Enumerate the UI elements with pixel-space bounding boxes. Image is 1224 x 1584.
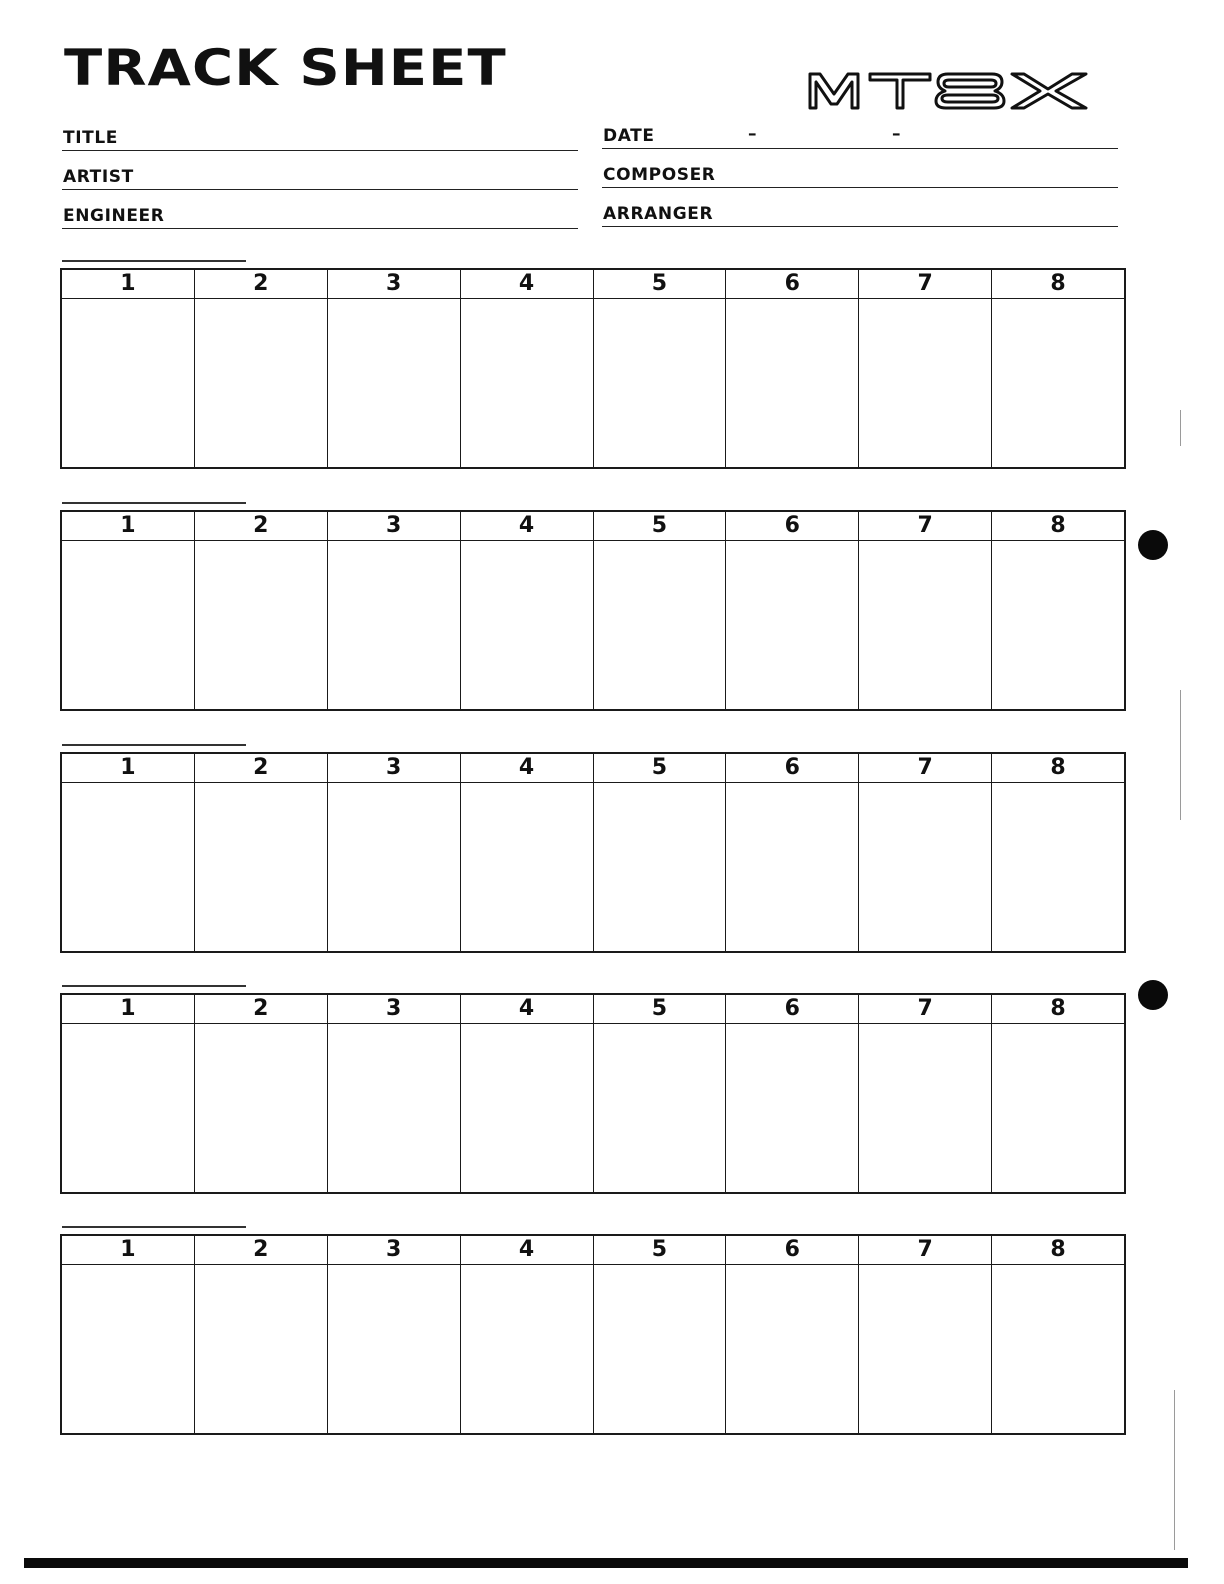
track-notes-cell[interactable] — [195, 1265, 327, 1433]
section-name-line[interactable] — [62, 1226, 246, 1228]
track-column — [194, 995, 327, 1192]
track-number: 6 — [726, 754, 858, 783]
track-number: 5 — [594, 754, 726, 783]
title-label: TITLE — [63, 128, 118, 148]
scan-edge-mark — [1180, 410, 1181, 446]
track-column — [327, 995, 460, 1192]
track-number: 3 — [328, 995, 460, 1024]
track-notes-cell[interactable] — [62, 299, 194, 467]
track-notes-cell[interactable] — [726, 1265, 858, 1433]
track-number: 1 — [62, 512, 194, 541]
engineer-field[interactable] — [62, 192, 578, 229]
track-column — [593, 754, 726, 951]
track-column — [725, 754, 858, 951]
section-name-line[interactable] — [62, 985, 246, 987]
track-table — [60, 752, 1126, 953]
track-notes-cell[interactable] — [328, 299, 460, 467]
track-column — [725, 1236, 858, 1433]
track-notes-cell[interactable] — [195, 1024, 327, 1192]
track-column — [62, 995, 194, 1192]
track-column — [460, 754, 593, 951]
track-table — [60, 993, 1126, 1194]
track-number: 3 — [328, 270, 460, 299]
track-number: 3 — [328, 512, 460, 541]
track-column — [460, 512, 593, 709]
track-notes-cell[interactable] — [62, 1024, 194, 1192]
track-notes-cell[interactable] — [992, 1265, 1124, 1433]
track-notes-cell[interactable] — [461, 1024, 593, 1192]
track-number: 2 — [195, 995, 327, 1024]
artist-label: ARTIST — [63, 167, 134, 187]
track-notes-cell[interactable] — [195, 541, 327, 709]
track-column — [858, 995, 991, 1192]
track-column — [858, 754, 991, 951]
track-number: 4 — [461, 1236, 593, 1265]
track-notes-cell[interactable] — [195, 783, 327, 951]
track-number: 7 — [859, 995, 991, 1024]
track-table — [60, 510, 1126, 711]
track-notes-cell[interactable] — [328, 1265, 460, 1433]
track-column — [725, 512, 858, 709]
track-notes-cell[interactable] — [859, 1265, 991, 1433]
track-notes-cell[interactable] — [62, 541, 194, 709]
track-notes-cell[interactable] — [195, 299, 327, 467]
track-number: 8 — [992, 512, 1124, 541]
track-column — [62, 512, 194, 709]
section-name-line[interactable] — [62, 260, 246, 262]
track-notes-cell[interactable] — [461, 1265, 593, 1433]
track-column — [858, 1236, 991, 1433]
track-number: 5 — [594, 270, 726, 299]
track-number: 2 — [195, 512, 327, 541]
track-number: 8 — [992, 754, 1124, 783]
track-column — [327, 1236, 460, 1433]
track-column — [194, 1236, 327, 1433]
track-number: 1 — [62, 754, 194, 783]
track-column — [991, 270, 1124, 467]
track-notes-cell[interactable] — [62, 783, 194, 951]
track-number: 6 — [726, 270, 858, 299]
track-number: 7 — [859, 512, 991, 541]
track-notes-cell[interactable] — [859, 541, 991, 709]
track-column — [460, 995, 593, 1192]
track-column — [194, 512, 327, 709]
track-notes-cell[interactable] — [594, 299, 726, 467]
track-notes-cell[interactable] — [859, 1024, 991, 1192]
track-notes-cell[interactable] — [328, 1024, 460, 1192]
track-number: 4 — [461, 754, 593, 783]
bottom-border-bar — [24, 1558, 1188, 1568]
track-number: 1 — [62, 1236, 194, 1265]
track-column — [327, 270, 460, 467]
track-notes-cell[interactable] — [461, 541, 593, 709]
track-number: 5 — [594, 512, 726, 541]
track-column — [62, 270, 194, 467]
track-column — [460, 1236, 593, 1433]
track-notes-cell[interactable] — [594, 541, 726, 709]
track-number: 4 — [461, 512, 593, 541]
track-column — [593, 1236, 726, 1433]
track-column — [991, 1236, 1124, 1433]
track-number: 3 — [328, 754, 460, 783]
track-table — [60, 1234, 1126, 1435]
track-notes-cell[interactable] — [328, 783, 460, 951]
track-column — [858, 512, 991, 709]
punch-hole — [1138, 980, 1168, 1010]
track-number: 1 — [62, 270, 194, 299]
track-table — [60, 268, 1126, 469]
track-notes-cell[interactable] — [594, 783, 726, 951]
track-column — [991, 995, 1124, 1192]
track-notes-cell[interactable] — [992, 541, 1124, 709]
track-column — [593, 270, 726, 467]
composer-label: COMPOSER — [603, 165, 716, 185]
track-number: 7 — [859, 754, 991, 783]
scan-edge-mark — [1174, 1390, 1175, 1550]
track-column — [593, 995, 726, 1192]
track-notes-cell[interactable] — [726, 1024, 858, 1192]
track-column — [62, 1236, 194, 1433]
track-number: 1 — [62, 995, 194, 1024]
track-notes-cell[interactable] — [992, 299, 1124, 467]
track-column — [593, 512, 726, 709]
track-notes-cell[interactable] — [328, 541, 460, 709]
track-notes-cell[interactable] — [726, 541, 858, 709]
track-notes-cell[interactable] — [726, 299, 858, 467]
composer-field[interactable] — [602, 151, 1118, 188]
track-column — [327, 512, 460, 709]
track-number: 6 — [726, 512, 858, 541]
track-column — [725, 995, 858, 1192]
track-number: 5 — [594, 995, 726, 1024]
track-number: 8 — [992, 995, 1124, 1024]
track-column — [991, 754, 1124, 951]
punch-hole — [1138, 530, 1168, 560]
track-number: 6 — [726, 995, 858, 1024]
track-number: 6 — [726, 1236, 858, 1265]
date-separator-1: – — [748, 124, 757, 144]
scan-edge-mark — [1180, 690, 1181, 820]
track-number: 2 — [195, 754, 327, 783]
track-number: 3 — [328, 1236, 460, 1265]
track-number: 4 — [461, 270, 593, 299]
section-name-line[interactable] — [62, 502, 246, 504]
arranger-label: ARRANGER — [603, 204, 714, 224]
engineer-label: ENGINEER — [63, 206, 165, 226]
date-field[interactable] — [602, 112, 1118, 149]
track-column — [327, 754, 460, 951]
track-column — [62, 754, 194, 951]
track-column — [858, 270, 991, 467]
arranger-field[interactable] — [602, 190, 1118, 227]
artist-field[interactable] — [62, 153, 578, 190]
track-notes-cell[interactable] — [62, 1265, 194, 1433]
track-number: 2 — [195, 270, 327, 299]
track-number: 7 — [859, 1236, 991, 1265]
track-notes-cell[interactable] — [992, 783, 1124, 951]
track-number: 7 — [859, 270, 991, 299]
track-number: 4 — [461, 995, 593, 1024]
track-notes-cell[interactable] — [859, 299, 991, 467]
track-column — [725, 270, 858, 467]
track-number: 8 — [992, 1236, 1124, 1265]
track-column — [460, 270, 593, 467]
page-title: TRACK SHEET — [64, 39, 507, 97]
track-notes-cell[interactable] — [461, 783, 593, 951]
track-number: 5 — [594, 1236, 726, 1265]
track-notes-cell[interactable] — [594, 1024, 726, 1192]
track-notes-cell[interactable] — [726, 783, 858, 951]
track-notes-cell[interactable] — [859, 783, 991, 951]
track-column — [194, 270, 327, 467]
section-name-line[interactable] — [62, 744, 246, 746]
track-notes-cell[interactable] — [461, 299, 593, 467]
mt8x-logo — [806, 68, 1090, 112]
track-number: 2 — [195, 1236, 327, 1265]
track-number: 8 — [992, 270, 1124, 299]
track-notes-cell[interactable] — [992, 1024, 1124, 1192]
title-field[interactable] — [62, 114, 578, 151]
track-column — [194, 754, 327, 951]
track-notes-cell[interactable] — [594, 1265, 726, 1433]
date-separator-2: – — [892, 124, 901, 144]
track-column — [991, 512, 1124, 709]
date-label: DATE — [603, 126, 655, 146]
